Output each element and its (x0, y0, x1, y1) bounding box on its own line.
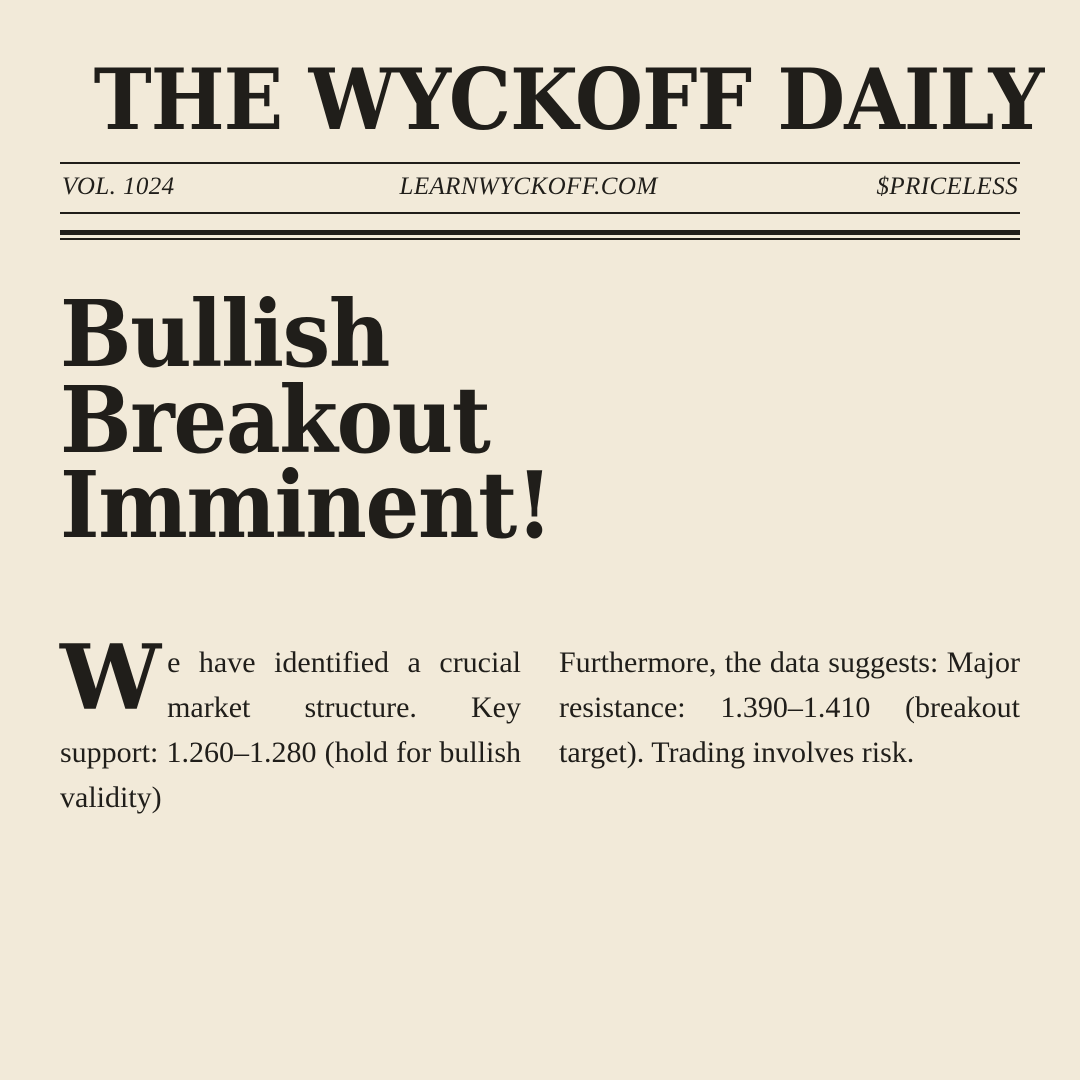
volume-bar (60, 162, 1020, 240)
masthead-title: THE WYCKOFF DAILY (93, 50, 1044, 149)
article-column-1: We have identified a crucial market structure. Key support: 1.260–1.280 (hold for bullish validity) (60, 625, 521, 815)
article-headline: Bullish Breakout Imminent! (60, 280, 552, 560)
website-url[interactable]: LEARNWYCKOFF.COM (399, 173, 658, 200)
article-column-2: Furthermore, the data suggests: Major resistance: 1.390–1.410 (breakout target). Trading involves risk. (559, 646, 1020, 770)
volume-bar-row (60, 164, 1020, 212)
masthead (60, 0, 1044, 149)
article-body (60, 610, 1020, 850)
double-rule (60, 230, 1020, 240)
masthead-rule-bottom (60, 212, 1020, 214)
volume-number: VOL. 1024 (62, 173, 175, 200)
double-rule-thin (60, 238, 1020, 240)
price-label: $PRICELESS (876, 173, 1018, 200)
